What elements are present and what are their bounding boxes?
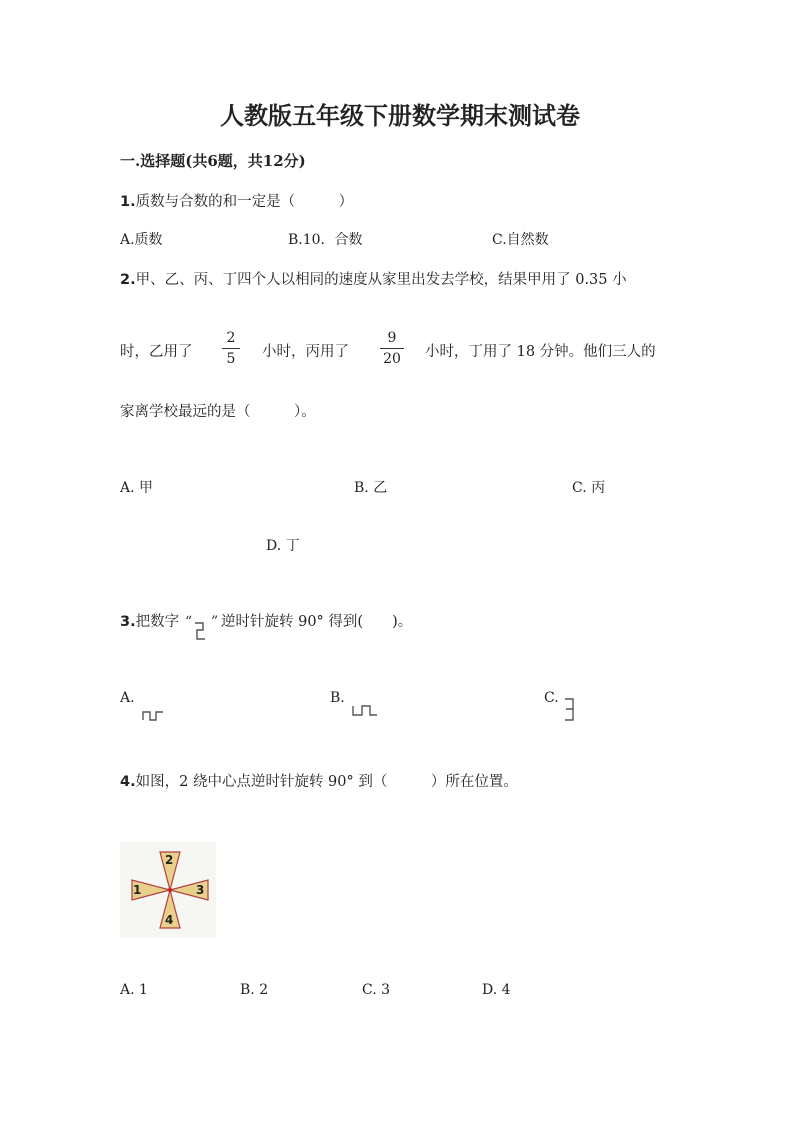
svg-text:”: ” [211,614,219,630]
figure-label-4: 4 [165,913,174,927]
digit-two-glyph [185,612,221,644]
q1-option-c[interactable]: C.自然数 [492,232,549,248]
question-number: 1. [120,194,136,210]
q3-option-b[interactable]: B. [330,690,345,706]
q1-option-a[interactable]: A.质数 [120,232,163,248]
question-number: 3. [120,614,136,630]
section-heading: 一.选择题(共6题，共12分) [120,152,306,170]
q4-option-b[interactable]: B. 2 [240,982,269,998]
question-text: 甲、乙、丙、丁四个人以相同的速度从家里出发去学校，结果甲用了 0.35 小 [135,272,627,288]
option-c-shape-icon [562,696,578,724]
q2-option-a[interactable]: A. 甲 [120,480,154,496]
svg-text:“: “ [185,614,193,630]
q2-option-d[interactable]: D. 丁 [266,538,300,554]
q4-option-c[interactable]: C. 3 [362,982,391,998]
fraction-denominator: 20 [383,351,401,367]
q4-option-d[interactable]: D. 4 [482,982,511,998]
question-2-line-1 [120,268,627,289]
fraction-numerator: 9 [387,330,397,346]
fraction-nine-twentieths [380,330,404,367]
question-4 [120,770,518,791]
q4-option-a[interactable]: A. 1 [120,982,148,998]
question-text: 如图，2 绕中心点逆时针旋转 90° 到（ ）所在位置。 [135,774,518,790]
figure-label-3: 3 [196,883,205,897]
fraction-denominator: 5 [226,351,236,367]
q3-option-c[interactable]: C. [544,690,559,706]
q2-option-c[interactable]: C. 丙 [572,480,606,496]
question-2-line-2a: 时，乙用了 [120,344,193,360]
option-b-shape-icon [350,702,380,718]
question-3 [120,610,179,631]
question-2-line-2b: 小时，丙用了 [262,344,349,360]
figure-label-2: 2 [165,853,174,867]
question-2-line-3: 家离学校最远的是（ ）。 [120,404,316,420]
figure-label-1: 1 [133,883,142,897]
rotation-figure [120,842,216,938]
question-number: 2. [120,272,136,288]
question-text: 质数与合数的和一定是（ ） [135,194,354,210]
option-a-shape-icon [140,706,166,722]
question-text-a: 把数字 [135,614,180,630]
question-number: 4. [120,774,136,790]
center-point [168,888,172,892]
question-1 [120,190,353,211]
question-2-line-2c: 小时，丁用了 18 分钟。他们三人的 [425,344,656,360]
q2-option-b[interactable]: B. 乙 [354,480,388,496]
question-3-text-b: 逆时针旋转 90° 得到( )。 [221,614,413,630]
fraction-numerator: 2 [226,330,236,346]
fraction-two-fifths [222,330,240,367]
q3-option-a[interactable]: A. [120,690,135,706]
page-title: 人教版五年级下册数学期末测试卷 [220,101,580,130]
q1-option-b[interactable]: B.10．合数 [288,232,363,248]
